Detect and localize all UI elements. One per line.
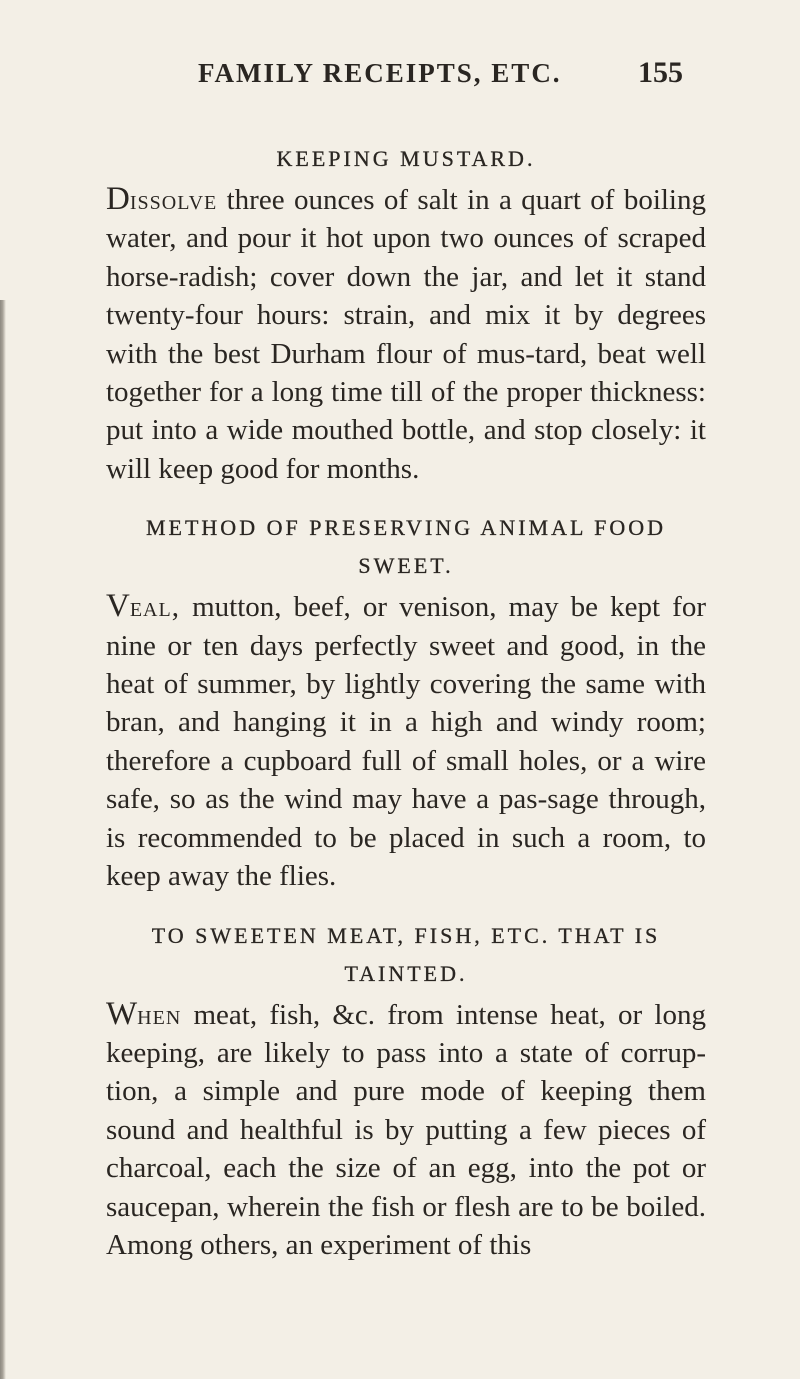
section-keeping-mustard [106, 140, 706, 488]
section-paragraph [106, 995, 706, 1265]
section-heading [106, 917, 706, 993]
section-heading [106, 509, 706, 585]
running-head [0, 58, 800, 108]
lead-word: hen [137, 998, 182, 1031]
section-heading-line: KEEPING MUSTARD. [276, 146, 536, 171]
section-sweeten-tainted-meat [106, 917, 706, 1265]
binding-gutter-shadow [0, 300, 6, 1379]
lead-word: issolve [129, 184, 218, 216]
section-heading-line: TO SWEETEN MEAT, FISH, ETC. THAT IS [151, 922, 661, 948]
paragraph-body: mutton, beef, or venison, may be kept for nine or ten days perfectly sweet and good, in the heat of summer, by lightly covering the same with bran, and hanging it in a high and windy room; therefore a cupboard full of small holes, or a wire safe, so as the wind may have a pas-sage through, is recommended to be placed in such a room, to keep away the flies. [106, 591, 706, 893]
paragraph-body: three ounces of salt in a quart of boiling water, and pour it hot upon two ounces of scraped horse-radish; cover down the jar, and let it stand twenty-four hours: strain, and mix it by degrees with the best Durham flour of mus-tard, beat well together for a long time till of the proper thickness: put into a wide mouthed bottle, and stop closely: it will keep good for months. [106, 184, 706, 485]
running-title: FAMILY RECEIPTS, ETC. [198, 58, 562, 88]
page-number: 155 [638, 56, 683, 89]
drop-initial: W [106, 995, 138, 1032]
drop-initial: D [106, 181, 130, 217]
section-preserving-animal-food [106, 509, 706, 895]
section-heading-line: METHOD OF PRESERVING ANIMAL FOOD [145, 515, 666, 541]
section-heading-line: SWEET. [358, 553, 454, 579]
section-paragraph [106, 180, 706, 488]
lead-word: eal, [129, 591, 180, 624]
section-paragraph [106, 587, 706, 895]
drop-initial: V [106, 588, 130, 625]
section-heading-line: TAINTED. [344, 960, 468, 986]
text-column [106, 140, 706, 1264]
section-heading [106, 140, 706, 178]
paragraph-body: meat, fish, &c. from intense heat, or long keeping, are likely to pass into a state of corrup-tion, a simple and pure mode of keeping them sound and healthful is by putting a few pieces of charcoal, each the size of an egg, into the pot or saucepan, wherein the fish or flesh are to be boiled. Among others, an experiment of this [106, 998, 706, 1261]
